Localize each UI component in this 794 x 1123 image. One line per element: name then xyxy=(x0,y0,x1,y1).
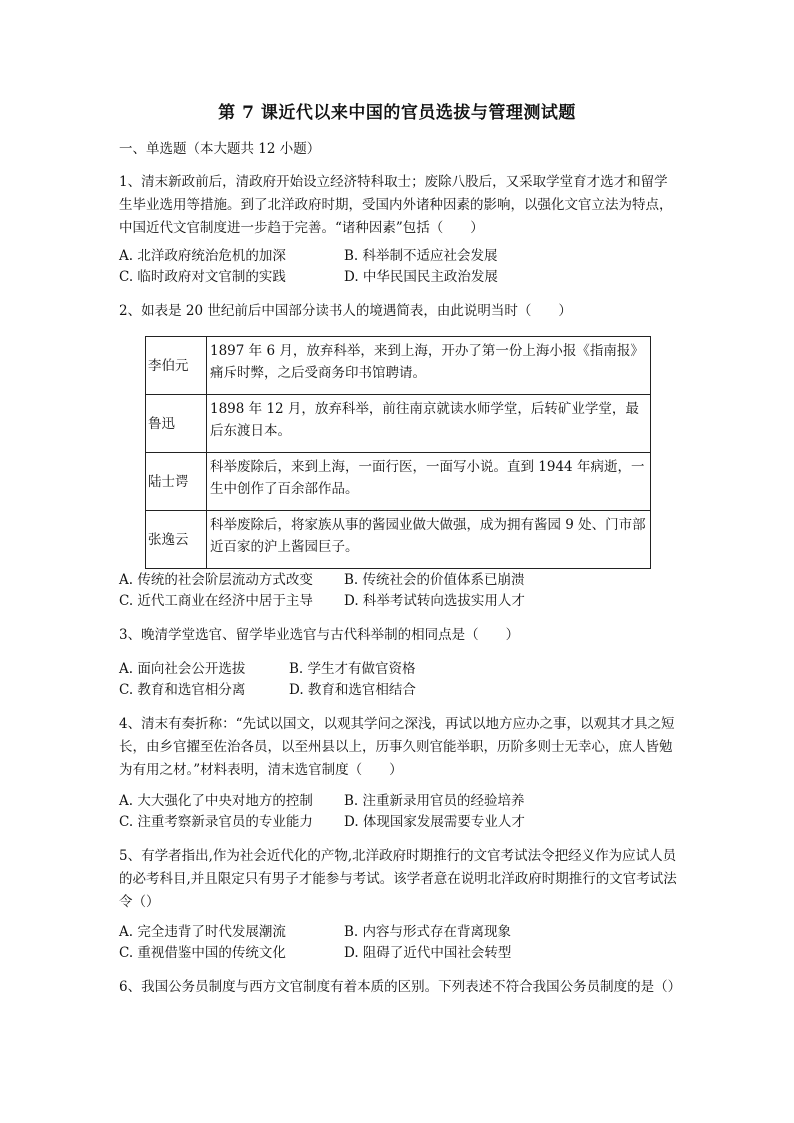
section-heading: 一、单选题（本大题共 12 小题） xyxy=(119,141,321,157)
table-cell-text: 1898 年 12 月，放弃科举，前往南京就读水师学堂，后转矿业学堂，最后东渡日本。 xyxy=(207,395,651,453)
option-a[interactable]: A. 北洋政府统治危机的加深 xyxy=(119,248,286,264)
table-cell-name: 鲁迅 xyxy=(146,395,207,453)
table-cell-name: 陆士谔 xyxy=(146,453,207,511)
option-d[interactable]: D. 教育和选官相结合 xyxy=(289,682,416,698)
option-c[interactable]: C. 教育和选官相分离 xyxy=(119,682,246,698)
option-c[interactable]: C. 临时政府对文官制的实践 xyxy=(119,269,286,285)
readers-table xyxy=(145,336,651,569)
table-cell-name: 张逸云 xyxy=(146,511,207,569)
table-row xyxy=(146,395,651,453)
option-b[interactable]: B. 注重新录用官员的经验培养 xyxy=(344,793,525,809)
question-2-stem: 2、如表是 20 世纪前后中国部分读书人的境遇简表，由此说明当时（ ） xyxy=(119,303,572,319)
table-row xyxy=(146,453,651,511)
option-c[interactable]: C. 注重考察新录官员的专业能力 xyxy=(119,814,313,830)
table-cell-text: 科举废除后，将家族从事的酱园业做大做强，成为拥有酱园 9 处、门市部近百家的沪上酱园巨子。 xyxy=(207,511,651,569)
option-a[interactable]: A. 完全违背了时代发展潮流 xyxy=(119,924,286,940)
option-d[interactable]: D. 阻碍了近代中国社会转型 xyxy=(344,945,512,961)
page-title: 第 7 课近代以来中国的官员选拔与管理测试题 xyxy=(218,103,576,123)
table-cell-name: 李伯元 xyxy=(146,337,207,395)
table-cell-text: 1897 年 6 月，放弃科举，来到上海，开办了第一份上海小报《指南报》痛斥时弊，之后受商务印书馆聘请。 xyxy=(207,337,651,395)
question-1-stem: 1、清末新政前后，清政府开始设立经济特科取士；废除八股后，又采取学堂育才选才和留学生毕业选用等措施。到了北洋政府时期，受国内外诸种因素的影响，以强化文官立法为特点，中国近代文官制度进一步趋于完善。“诸种因素”包括（ ） xyxy=(119,174,673,236)
question-1-options xyxy=(119,246,679,288)
option-d[interactable]: D. 体现国家发展需要专业人才 xyxy=(344,814,525,830)
table-row xyxy=(146,337,651,395)
option-a[interactable]: A. 传统的社会阶层流动方式改变 xyxy=(119,572,313,588)
question-3-options xyxy=(119,659,679,701)
question-2-options xyxy=(119,570,679,612)
option-d[interactable]: D. 中华民国民主政治发展 xyxy=(344,269,498,285)
option-a[interactable]: A. 面向社会公开选拔 xyxy=(119,661,246,677)
question-3-stem: 3、晚清学堂选官、留学毕业选官与古代科举制的相同点是（ ） xyxy=(119,627,520,643)
option-b[interactable]: B. 传统社会的价值体系已崩溃 xyxy=(344,572,525,588)
table-cell-text: 科举废除后，来到上海，一面行医，一面写小说。直到 1944 年病逝，一生中创作了百余部作品。 xyxy=(207,453,651,511)
option-b[interactable]: B. 内容与形式存在背离现象 xyxy=(344,924,512,940)
option-d[interactable]: D. 科举考试转向选拔实用人才 xyxy=(344,593,525,609)
question-6-stem: 6、我国公务员制度与西方文官制度有着本质的区别。下列表述不符合我国公务员制度的是（） xyxy=(119,979,682,995)
question-4-stem: 4、清末有奏折称：“先试以国文，以观其学问之深浅，再试以地方应办之事，以观其才具之短长，由乡官擢至佐治各员，以至州县以上，历事久则官能举职，历阶多则士无幸心，庶人皆勉为有用之材。”材料表明，清末选官制度（ ） xyxy=(119,716,675,778)
question-4-options xyxy=(119,791,679,833)
question-5-stem: 5、有学者指出,作为社会近代化的产物,北洋政府时期推行的文官考试法令把经义作为应试人员的必考科目,并且限定只有男子才能参与考试。该学者意在说明北洋政府时期推行的文官考试法令（） xyxy=(119,848,677,910)
table-row xyxy=(146,511,651,569)
option-b[interactable]: B. 科举制不适应社会发展 xyxy=(344,248,498,264)
question-5-options xyxy=(119,922,679,964)
option-c[interactable]: C. 近代工商业在经济中居于主导 xyxy=(119,593,313,609)
option-b[interactable]: B. 学生才有做官资格 xyxy=(289,661,416,677)
option-c[interactable]: C. 重视借鉴中国的传统文化 xyxy=(119,945,286,961)
option-a[interactable]: A. 大大强化了中央对地方的控制 xyxy=(119,793,313,809)
